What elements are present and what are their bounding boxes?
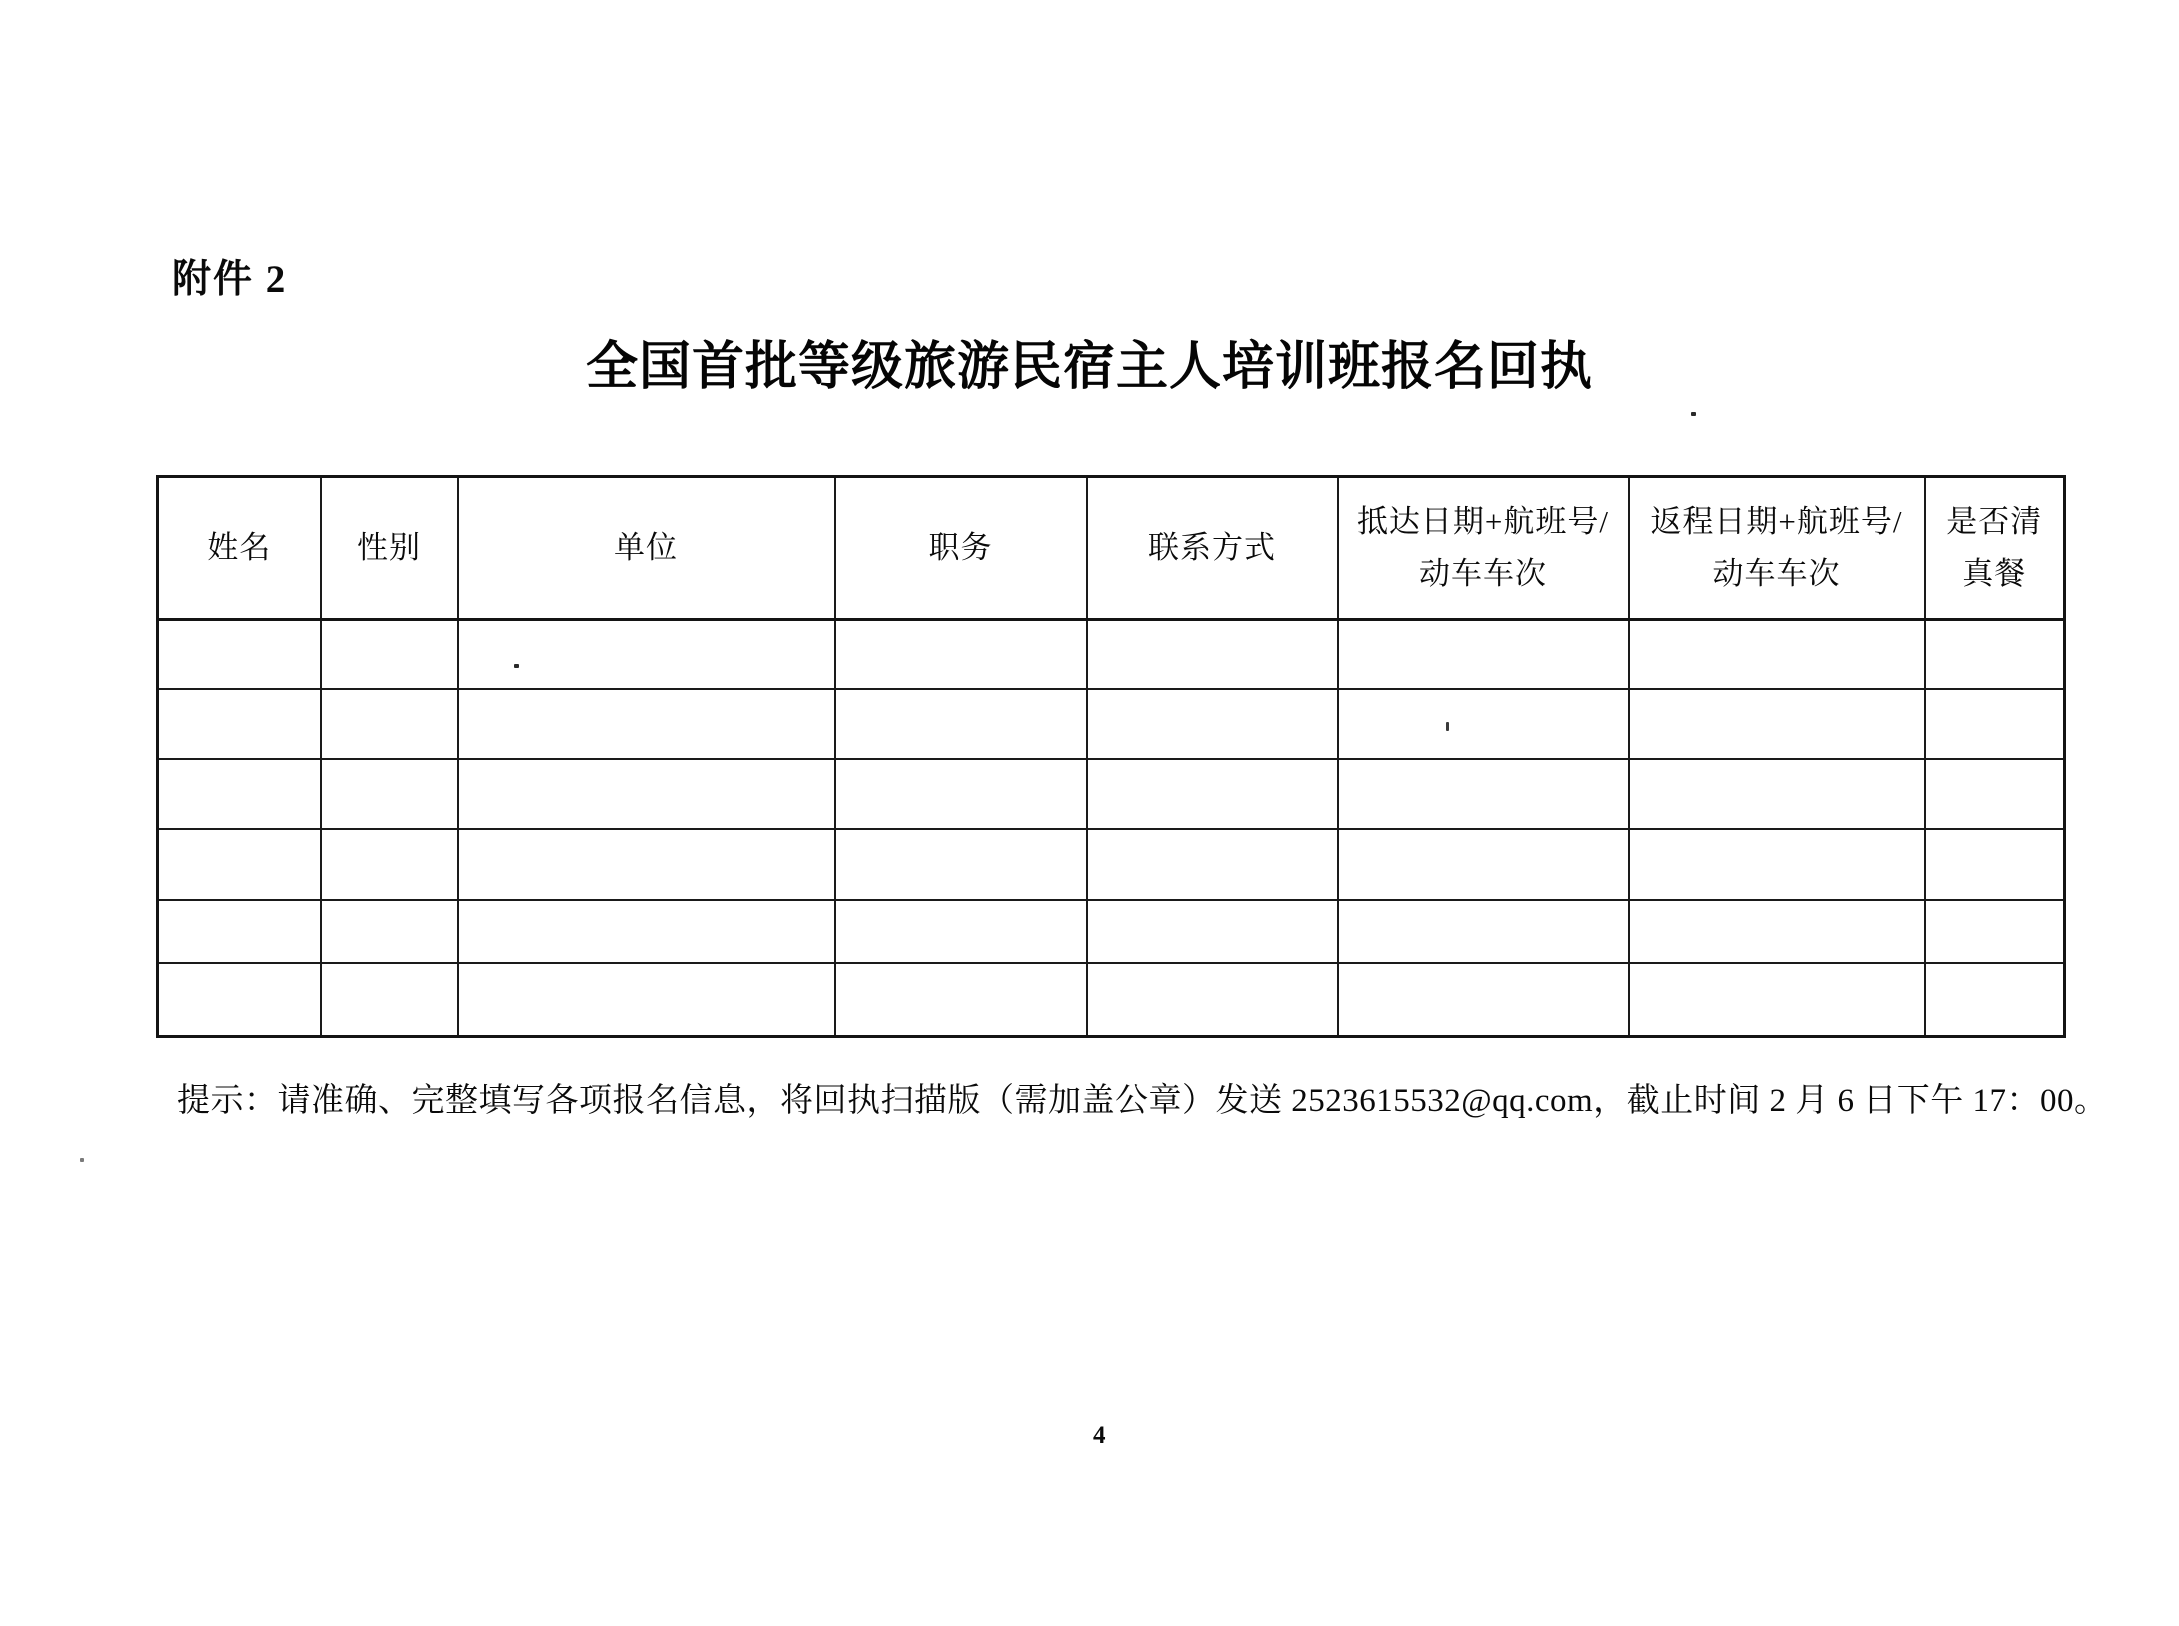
empty-form-cell (1338, 900, 1629, 963)
empty-form-cell (458, 900, 835, 963)
empty-form-row (158, 963, 2065, 1037)
empty-form-row (158, 689, 2065, 759)
column-header-label: 真餐 (1962, 556, 2027, 591)
column-header-label: 姓名 (207, 530, 272, 565)
empty-form-cell (1087, 620, 1338, 689)
empty-form-cell (1925, 689, 2065, 759)
empty-form-cell (1338, 620, 1629, 689)
empty-form-cell (1338, 759, 1629, 829)
empty-form-cell (835, 829, 1087, 900)
empty-form-cell (1087, 900, 1338, 963)
column-header-label: 动车车次 (1419, 556, 1547, 591)
empty-form-cell (1338, 829, 1629, 900)
empty-form-row (158, 829, 2065, 900)
empty-form-cell (158, 620, 321, 689)
empty-form-cell (1087, 963, 1338, 1037)
empty-form-cell (458, 829, 835, 900)
empty-form-cell (458, 963, 835, 1037)
empty-form-row (158, 759, 2065, 829)
empty-form-cell (321, 689, 458, 759)
table-header-row (158, 477, 2065, 620)
column-header-label: 抵达日期+航班号/ (1356, 504, 1610, 539)
column-header-label: 返程日期+航班号/ (1650, 504, 1903, 539)
empty-form-cell (1925, 759, 2065, 829)
empty-form-row (158, 900, 2065, 963)
registration-table (156, 475, 2066, 1038)
empty-form-cell (1338, 963, 1629, 1037)
attachment-label: 附件 2 (172, 258, 288, 301)
empty-form-cell (321, 963, 458, 1037)
column-header-label: 是否清 (1946, 504, 2043, 539)
empty-form-row (158, 620, 2065, 689)
empty-form-cell (1629, 689, 1925, 759)
empty-form-cell (1087, 759, 1338, 829)
page-number: 4 (1093, 1422, 1106, 1449)
empty-form-cell (1629, 759, 1925, 829)
empty-form-cell (835, 620, 1087, 689)
column-header-position (835, 477, 1087, 620)
column-header-arrival (1338, 477, 1629, 620)
empty-form-cell (158, 829, 321, 900)
note-text: 提示：请准确、完整填写各项报名信息，将回执扫描版（需加盖公章）发送 2523615532@qq.com，截止时间 2 月 6 日下午 17：00。 (177, 1083, 2108, 1119)
empty-form-cell (835, 900, 1087, 963)
column-header-label: 单位 (614, 530, 678, 565)
empty-form-cell (458, 689, 835, 759)
empty-form-cell (158, 963, 321, 1037)
column-header-gender (321, 477, 458, 620)
column-header-contact (1087, 477, 1338, 620)
column-header-unit (458, 477, 835, 620)
empty-form-cell (835, 759, 1087, 829)
column-header-halal (1925, 477, 2065, 620)
empty-form-cell (1338, 689, 1629, 759)
empty-form-cell (1087, 829, 1338, 900)
column-header-return (1629, 477, 1925, 620)
scan-speck (1691, 412, 1696, 416)
page-title: 全国首批等级旅游民宿主人培训班报名回执 (585, 339, 1593, 396)
column-header-label: 职务 (928, 530, 993, 565)
empty-form-cell (321, 829, 458, 900)
column-header-label: 动车车次 (1712, 556, 1841, 591)
empty-form-cell (1925, 900, 2065, 963)
empty-form-cell (1925, 620, 2065, 689)
scan-speck (80, 1158, 84, 1162)
empty-form-cell (458, 759, 835, 829)
scan-speck (514, 664, 519, 668)
column-header-label: 联系方式 (1148, 530, 1276, 565)
empty-form-cell (321, 900, 458, 963)
column-header-name (158, 477, 321, 620)
empty-form-cell (321, 759, 458, 829)
empty-form-cell (158, 900, 321, 963)
empty-form-cell (158, 759, 321, 829)
empty-form-cell (1925, 829, 2065, 900)
empty-form-cell (321, 620, 458, 689)
empty-form-cell (1629, 829, 1925, 900)
column-header-label: 性别 (357, 530, 421, 565)
empty-form-cell (1087, 689, 1338, 759)
table-body (158, 620, 2065, 1037)
scan-speck (1446, 722, 1449, 731)
empty-form-cell (458, 620, 835, 689)
empty-form-cell (835, 963, 1087, 1037)
empty-form-cell (1629, 620, 1925, 689)
empty-form-cell (1629, 963, 1925, 1037)
empty-form-cell (1925, 963, 2065, 1037)
empty-form-cell (1629, 900, 1925, 963)
empty-form-cell (158, 689, 321, 759)
empty-form-cell (835, 689, 1087, 759)
